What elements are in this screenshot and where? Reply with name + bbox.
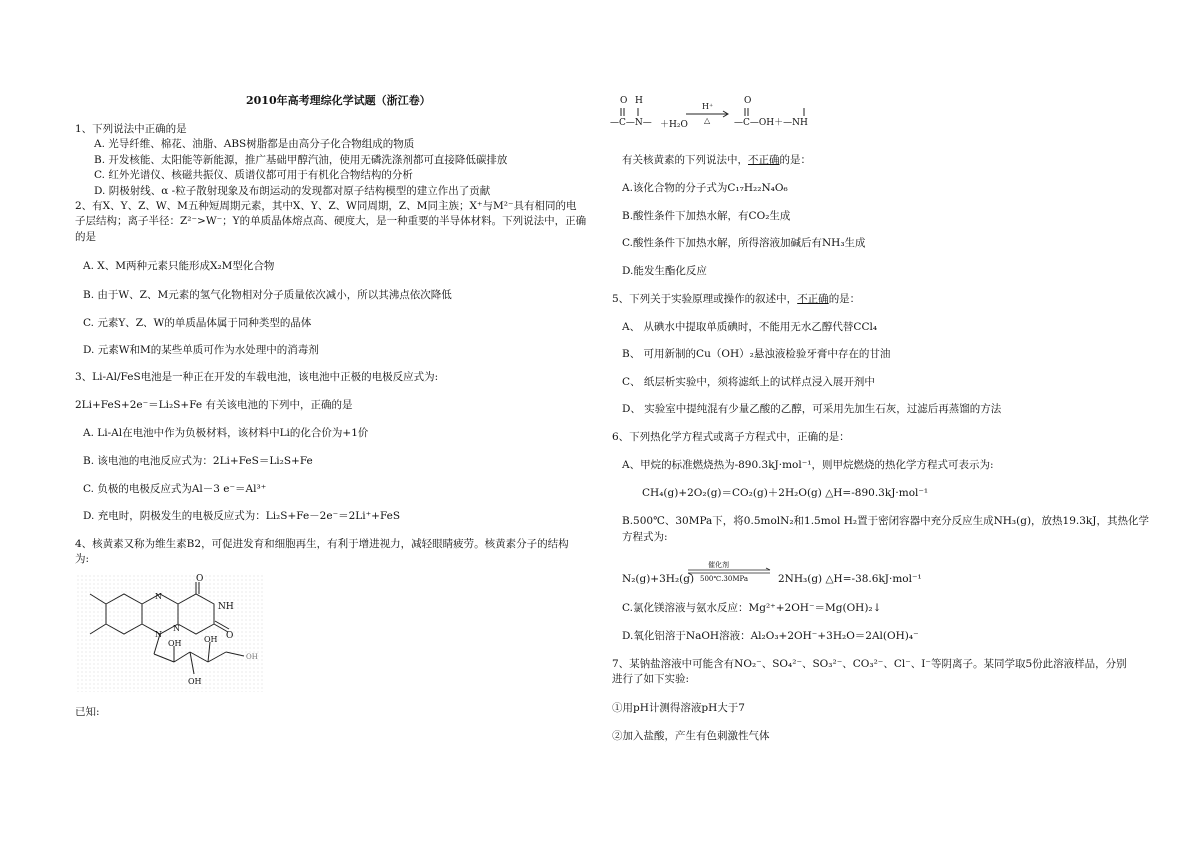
riboflavin-structure-figure	[76, 574, 264, 692]
q1-option-d: D. 阴极射线、α -粒子散射现象及布朗运动的发现都对原子结构模型的建立作出了贡献	[94, 185, 491, 197]
q2-option-a: A. X、M两种元素只能形成X₂M型化合物	[83, 260, 275, 272]
page-title: 2010年高考理综化学试题（浙江卷）	[246, 94, 431, 107]
reaction-h-left: H	[635, 96, 643, 106]
reaction-o-left: O	[620, 96, 628, 106]
q4-stem-below: 有关核黄素的下列说法中，不正确的是：	[622, 154, 811, 166]
q7-step-2: ②加入盐酸，产生有色刺激性气体	[612, 730, 770, 742]
q5-option-d: D、 实验室中提纯混有少量乙酸的乙醇，可采用先加生石灰，过滤后再蒸馏的方法	[622, 403, 1002, 415]
struct-label-o-bottom: O	[226, 631, 234, 641]
struct-label-n-2: N	[155, 630, 162, 639]
q6-option-b-3: N₂(g)+3H₂(g)	[622, 573, 695, 585]
reaction-o-right: O	[744, 96, 752, 106]
q2-stem-1: 2、有X、Y、Z、W、M五种短周期元素，其中X、Y、Z、W同周期，Z、M同主族；X⁺与M²⁻具有相同的电	[75, 200, 577, 212]
q3-option-c: C. 负极的电极反应式为Al－3 e⁻＝Al³⁺	[83, 483, 267, 495]
q3-option-d: D. 充电时，阴极发生的电极反应式为：Li₂S+Fe－2e⁻＝2Li⁺+FeS	[83, 510, 401, 522]
q3-option-b: B. 该电池的电池反应式为：2Li+FeS＝Li₂S+Fe	[83, 455, 313, 467]
q2-option-b: B. 由于W、Z、M元素的氢气化物相对分子质量依次减小，所以其沸点依次降低	[83, 289, 452, 301]
q5-option-a: A、 从碘水中提取单质碘时，不能用无水乙醇代替CCl₄	[622, 321, 878, 333]
struct-label-n-1: N	[155, 592, 162, 601]
q6-option-a-2: CH₄(g)+2O₂(g)＝CO₂(g)＋2H₂O(g) △H=-890.3kJ·mol⁻¹	[642, 487, 929, 499]
q4-stem-2: 为:	[75, 553, 90, 565]
q6-option-a-1: A、甲烷的标准燃烧热为-890.3kJ·mol⁻¹，则甲烷燃烧的热化学方程式可表示为:	[622, 459, 994, 471]
hydrolysis-reaction	[610, 96, 840, 136]
q3-option-a: A. Li-Al在电池中作为负极材料，该材料中Li的化合价为+1价	[83, 427, 369, 439]
q4-known: 已知:	[75, 706, 100, 718]
reaction-left-group: —C—N—	[610, 118, 652, 128]
q4-option-d: D.能发生酯化反应	[622, 265, 707, 277]
q3-stem-1: 3、Li-Al/FeS电池是一种正在开发的车载电池，该电池中正极的电极反应式为:	[75, 371, 439, 383]
equilibrium-arrow	[684, 560, 774, 586]
q1-option-c: C. 红外光谱仪、核磁共振仪、质谱仪都可用于有机化合物结构的分析	[94, 169, 413, 181]
q6-option-b-1: B.500℃、30MPa下，将0.5molN₂和1.5mol H₂置于密闭容器中充分反应生成NH₃(g)，放热19.3kJ，其热化学	[622, 515, 1149, 527]
q2-option-d: D. 元素W和M的某些单质可作为水处理中的消毒剂	[83, 344, 319, 356]
q2-option-c: C. 元素Y、Z、W的单质晶体属于同种类型的晶体	[83, 317, 312, 329]
q7-stem-2: 进行了如下实验:	[612, 673, 690, 685]
q6-option-d: D.氧化铝溶于NaOH溶液：Al₂O₃+2OH⁻+3H₂O＝2Al(OH)₄⁻	[622, 630, 919, 642]
q3-stem-2: 2Li+FeS+2e⁻＝Li₂S+Fe 有关该电池的下列中，正确的是	[75, 399, 353, 411]
struct-label-n-3: N	[173, 624, 180, 633]
q4-option-a: A.该化合物的分子式为C₁₇H₂₂N₄O₆	[622, 182, 788, 194]
q2-stem-2: 子层结构；离子半径：Z²⁻>W⁻；Y的单质晶体熔点高、硬度大，是一种重要的半导体材料。下列说法中，正确	[75, 215, 587, 227]
reaction-heat: △	[704, 116, 711, 125]
struct-label-o-top: O	[196, 574, 204, 584]
q5-option-b: B、 可用新制的Cu（OH）₂悬浊液检验牙膏中存在的甘油	[622, 348, 891, 360]
q5-option-c: C、 纸层析实验中，须将滤纸上的试样点浸入展开剂中	[622, 376, 875, 388]
q1-stem: 1、下列说法中正确的是	[75, 123, 187, 135]
q6-option-b-2: 方程式为:	[622, 531, 668, 543]
riboflavin-structure-icon	[76, 574, 264, 692]
q1-option-b: B. 开发核能、太阳能等新能源，推广基础甲醇汽油，使用无磷洗涤剂都可直接降低碳排放	[94, 154, 508, 166]
struct-label-oh-3: OH	[246, 653, 258, 661]
catalyst-label: 催化剂	[708, 561, 729, 569]
reaction-catalyst: H⁺	[702, 102, 714, 111]
q6-option-b-4: 2NH₃(g) △H=-38.6kJ·mol⁻¹	[778, 573, 922, 585]
q4-option-c: C.酸性条件下加热水解，所得溶液加碱后有NH₃生成	[622, 237, 866, 249]
q7-stem-1: 7、某钠盐溶液中可能含有NO₂⁻、SO₄²⁻、SO₃²⁻、CO₃²⁻、Cl⁻、I⁻等阴离子。某同学取5份此溶液样品，分别	[612, 658, 1127, 670]
q4-stem-1: 4、核黄素又称为维生素B2，可促进发育和细胞再生，有利于增进视力，减轻眼睛疲劳。核黄素分子的结构	[75, 538, 569, 550]
struct-label-nh: NH	[218, 602, 234, 612]
q2-stem-3: 的是	[75, 231, 96, 243]
reaction-plus-water: ＋H₂O	[660, 120, 688, 130]
q4-option-b: B.酸性条件下加热水解，有CO₂生成	[622, 210, 791, 222]
reaction-right-group: —C—OH＋—NH	[734, 118, 808, 128]
struct-label-oh-1: OH	[168, 639, 182, 648]
q6-option-c: C.氯化镁溶液与氨水反应：Mg²⁺+2OH⁻＝Mg(OH)₂↓	[622, 602, 882, 614]
condition-label: 500℃.30MPa	[700, 575, 749, 583]
q7-step-1: ①用pH计测得溶液pH大于7	[612, 702, 745, 714]
struct-label-oh-2: OH	[204, 635, 218, 644]
q5-stem: 5、下列关于实验原理或操作的叙述中，不正确的是：	[612, 293, 861, 305]
q6-stem: 6、下列热化学方程式或离子方程式中，正确的是：	[612, 431, 850, 443]
struct-label-oh-4: OH	[188, 677, 202, 686]
q1-option-a: A. 光导纤维、棉花、油脂、ABS树脂都是由高分子化合物组成的物质	[94, 138, 415, 150]
